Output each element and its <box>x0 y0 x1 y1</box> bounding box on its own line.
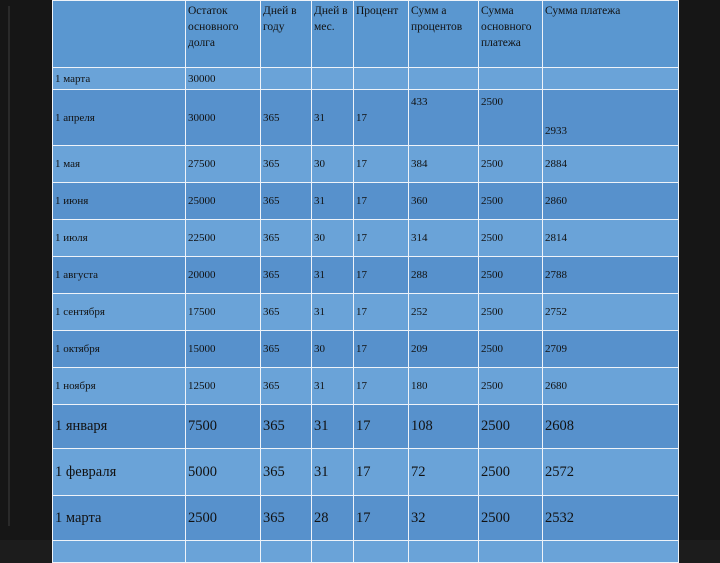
row-balance: 30000 <box>186 90 261 146</box>
row-days-year: 365 <box>261 496 312 541</box>
row-date: 1 августа <box>53 257 186 294</box>
row-payment: 2788 <box>543 257 679 294</box>
row-days-month: 31 <box>312 368 354 405</box>
header-payment: Сумма платежа <box>543 1 679 68</box>
row-interest: 209 <box>409 331 479 368</box>
row-principal: 2500 <box>479 257 543 294</box>
row-date: 1 июля <box>53 220 186 257</box>
row-balance: 15000 <box>186 331 261 368</box>
row-balance: 30000 <box>186 68 261 90</box>
row-balance: 27500 <box>186 146 261 183</box>
loan-payment-table <box>52 0 679 563</box>
header-principal: Сумма основного платежа <box>479 1 543 68</box>
row-payment: 2572 <box>543 449 679 496</box>
row-days-year: 365 <box>261 449 312 496</box>
row-days-year: 365 <box>261 146 312 183</box>
row-principal: 2500 <box>479 220 543 257</box>
row-payment: 2860 <box>543 183 679 220</box>
row-principal: 2500 <box>479 183 543 220</box>
row-rate: 17 <box>354 220 409 257</box>
row-payment: 2709 <box>543 331 679 368</box>
row-rate: 17 <box>354 368 409 405</box>
row-payment: 2608 <box>543 405 679 449</box>
row-payment: 2532 <box>543 496 679 541</box>
table-row <box>53 368 679 405</box>
row-principal <box>479 68 543 90</box>
row-date: 1 сентября <box>53 294 186 331</box>
row-principal <box>479 541 543 563</box>
table-row <box>53 496 679 541</box>
row-days-month: 30 <box>312 331 354 368</box>
row-days-month: 30 <box>312 146 354 183</box>
row-interest: 384 <box>409 146 479 183</box>
table-row <box>53 331 679 368</box>
header-interest: Сумм а процентов <box>409 1 479 68</box>
row-rate: 17 <box>354 405 409 449</box>
row-date: 1 марта <box>53 496 186 541</box>
row-days-month: 28 <box>312 496 354 541</box>
row-days-year: 365 <box>261 257 312 294</box>
row-interest: 433 <box>409 90 479 146</box>
row-date: 1 июня <box>53 183 186 220</box>
row-days-month: 31 <box>312 294 354 331</box>
table-row <box>53 183 679 220</box>
row-days-year: 365 <box>261 368 312 405</box>
table-row <box>53 68 679 90</box>
row-days-year: 365 <box>261 90 312 146</box>
row-balance: 12500 <box>186 368 261 405</box>
row-payment: 2933 <box>543 90 679 146</box>
row-principal: 2500 <box>479 146 543 183</box>
row-days-month: 30 <box>312 220 354 257</box>
row-interest: 252 <box>409 294 479 331</box>
row-balance: 2500 <box>186 496 261 541</box>
row-interest: 288 <box>409 257 479 294</box>
row-balance: 5000 <box>186 449 261 496</box>
row-payment: 2884 <box>543 146 679 183</box>
header-row <box>53 1 679 68</box>
row-date: 1 октября <box>53 331 186 368</box>
row-interest <box>409 68 479 90</box>
row-days-year: 365 <box>261 220 312 257</box>
row-balance: 17500 <box>186 294 261 331</box>
table-row <box>53 294 679 331</box>
row-balance: 20000 <box>186 257 261 294</box>
row-principal: 2500 <box>479 294 543 331</box>
row-date: 1 февраля <box>53 449 186 496</box>
row-days-month: 31 <box>312 449 354 496</box>
table-row <box>53 541 679 563</box>
row-rate: 17 <box>354 294 409 331</box>
table-row <box>53 220 679 257</box>
header-empty <box>53 1 186 68</box>
row-balance: 7500 <box>186 405 261 449</box>
row-principal: 2500 <box>479 368 543 405</box>
row-date: 1 марта <box>53 68 186 90</box>
row-days-month: 31 <box>312 90 354 146</box>
right-dark-margin <box>678 0 720 540</box>
header-rate: Процент <box>354 1 409 68</box>
row-balance: 25000 <box>186 183 261 220</box>
row-principal: 2500 <box>479 405 543 449</box>
row-days-year <box>261 541 312 563</box>
row-date: 1 января <box>53 405 186 449</box>
row-payment <box>543 68 679 90</box>
table-row <box>53 405 679 449</box>
row-payment: 2814 <box>543 220 679 257</box>
row-rate: 17 <box>354 496 409 541</box>
row-date: 1 ноября <box>53 368 186 405</box>
row-rate: 17 <box>354 449 409 496</box>
row-days-month: 31 <box>312 183 354 220</box>
row-interest: 72 <box>409 449 479 496</box>
header-days-year: Дней в году <box>261 1 312 68</box>
row-rate: 17 <box>354 90 409 146</box>
row-balance <box>186 541 261 563</box>
row-rate: 17 <box>354 331 409 368</box>
row-days-year <box>261 68 312 90</box>
row-days-year: 365 <box>261 331 312 368</box>
row-rate: 17 <box>354 257 409 294</box>
row-days-year: 365 <box>261 405 312 449</box>
table-row <box>53 449 679 496</box>
left-dark-margin <box>0 0 52 540</box>
table-row <box>53 146 679 183</box>
row-date: 1 мая <box>53 146 186 183</box>
row-payment: 2680 <box>543 368 679 405</box>
row-interest: 314 <box>409 220 479 257</box>
header-balance: Остаток основного долга <box>186 1 261 68</box>
row-days-month: 31 <box>312 405 354 449</box>
row-payment: 2752 <box>543 294 679 331</box>
row-rate: 17 <box>354 146 409 183</box>
row-principal: 2500 <box>479 90 543 146</box>
row-date <box>53 541 186 563</box>
row-date: 1 апреля <box>53 90 186 146</box>
row-interest: 108 <box>409 405 479 449</box>
row-principal: 2500 <box>479 449 543 496</box>
row-principal: 2500 <box>479 496 543 541</box>
row-days-year: 365 <box>261 294 312 331</box>
table-row <box>53 257 679 294</box>
row-interest: 32 <box>409 496 479 541</box>
row-rate: 17 <box>354 183 409 220</box>
row-payment <box>543 541 679 563</box>
row-balance: 22500 <box>186 220 261 257</box>
row-interest: 180 <box>409 368 479 405</box>
row-interest <box>409 541 479 563</box>
row-principal: 2500 <box>479 331 543 368</box>
row-days-month <box>312 68 354 90</box>
row-rate <box>354 541 409 563</box>
margin-rule <box>8 6 10 526</box>
row-days-month <box>312 541 354 563</box>
header-days-month: Дней в мес. <box>312 1 354 68</box>
row-rate <box>354 68 409 90</box>
row-days-year: 365 <box>261 183 312 220</box>
table-row <box>53 90 679 146</box>
row-days-month: 31 <box>312 257 354 294</box>
row-interest: 360 <box>409 183 479 220</box>
